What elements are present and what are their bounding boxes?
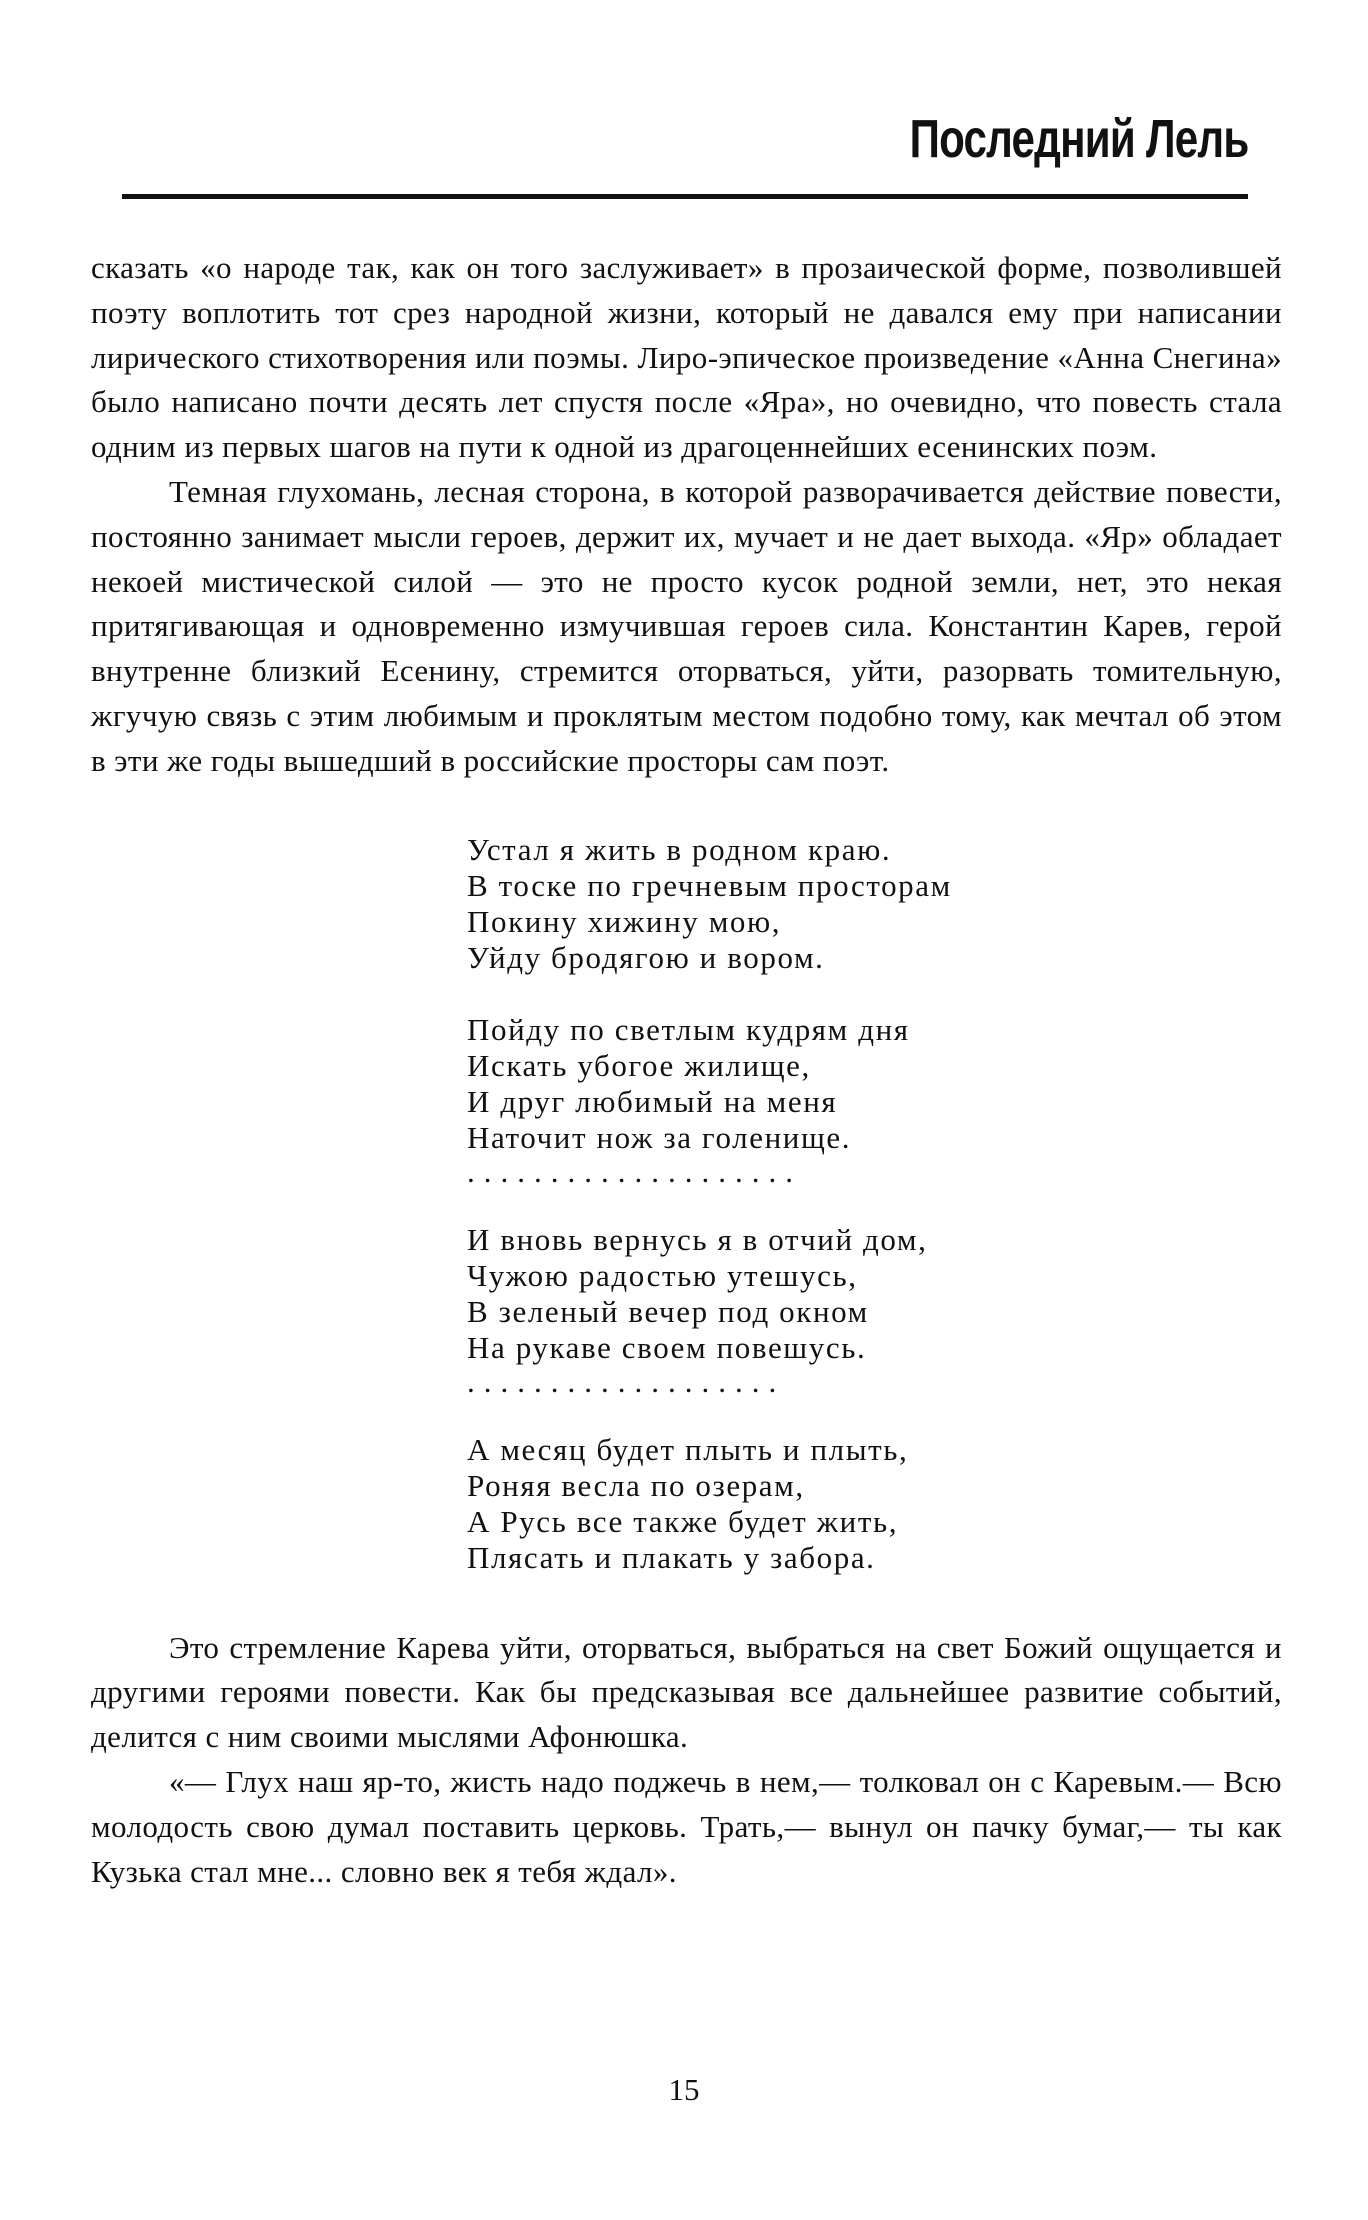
poem-line: Наточит нож за голенище. (467, 1119, 852, 1155)
page-number: 15 (668, 2072, 700, 2107)
poem-line: На рукаве своем повешусь. (467, 1329, 867, 1365)
poem-line: Искать убогое жилище, (467, 1047, 811, 1083)
page-body (91, 246, 1282, 1894)
stanza-ellipsis: .................... (467, 1153, 802, 1189)
poem-line: В зеленый вечер под окном (467, 1293, 869, 1329)
poem-line: Покину хижину мою, (467, 903, 782, 939)
poem-line: В тоске по гречневым просторам (467, 867, 952, 903)
poem-line: Устал я жить в родном краю. (467, 831, 892, 867)
header-rule (122, 194, 1248, 199)
poem-line: Уйду бродягою и вором. (467, 939, 825, 975)
poem-line: А месяц будет плыть и плыть, (467, 1431, 909, 1467)
poem-line: Плясать и плакать у забора. (467, 1539, 876, 1575)
poem (467, 832, 1282, 1576)
paragraph: сказать «о народе так, как он того заслуживает» в прозаической форме, позволившей поэту воплотить тот срез народной жизни, который не давался ему при написании лирического стихотворения или поэмы. Лиро-эпическое произведение «Анна Снегина» было написано почти десять лет спустя после «Яра», но очевидно, что повесть стала одним из первых шагов на пути к одной из драгоценнейших есенинских поэм. (91, 250, 1282, 465)
stanza-ellipsis: ................... (467, 1363, 786, 1399)
paragraph: «— Глух наш яр-то, жисть надо поджечь в нем,— толковал он с Каревым.— Всю молодость свою думал поставить церковь. Трать,— вынул он пачку бумаг,— ты как Кузька стал мне... словно век я тебя ждал». (91, 1763, 1282, 1889)
paragraph: Темная глухомань, лесная сторона, в которой разворачивается действие повести, постоянно занимает мысли героев, держит их, мучает и не дает выхода. «Яр» обладает некоей мистической силой — это не просто кусок родной земли, нет, это некая притягивающая и одновременно измучившая героев сила. Константин Карев, герой внутренне близкий Есенину, стремится оторваться, уйти, разорвать томительную, жгучую связь с этим любимым и проклятым местом подобно тому, как мечтал об этом в эти же годы вышедший в российские просторы сам поэт. (91, 473, 1282, 778)
poem-stanza (467, 1432, 1282, 1576)
poem-line: А Русь все также будет жить, (467, 1503, 899, 1539)
poem-stanza (467, 1221, 1282, 1399)
paragraph: Это стремление Карева уйти, оторваться, выбраться на свет Божий ощущается и другими героями повести. Как бы предсказывая все дальнейшее развитие событий, делится с ним своими мыслями Афонюшка. (91, 1629, 1282, 1755)
poem-stanza (467, 832, 1282, 976)
poem-line: И вновь вернусь я в отчий дом, (467, 1221, 928, 1257)
poem-line: И друг любимый на меня (467, 1083, 838, 1119)
poem-line: Роняя весла по озерам, (467, 1467, 805, 1503)
poem-line: Чужою радостью утешусь, (467, 1257, 858, 1293)
running-head: Последний Лель (909, 109, 1248, 169)
poem-line: Пойду по светлым кудрям дня (467, 1011, 910, 1047)
poem-stanza (467, 1011, 1282, 1189)
